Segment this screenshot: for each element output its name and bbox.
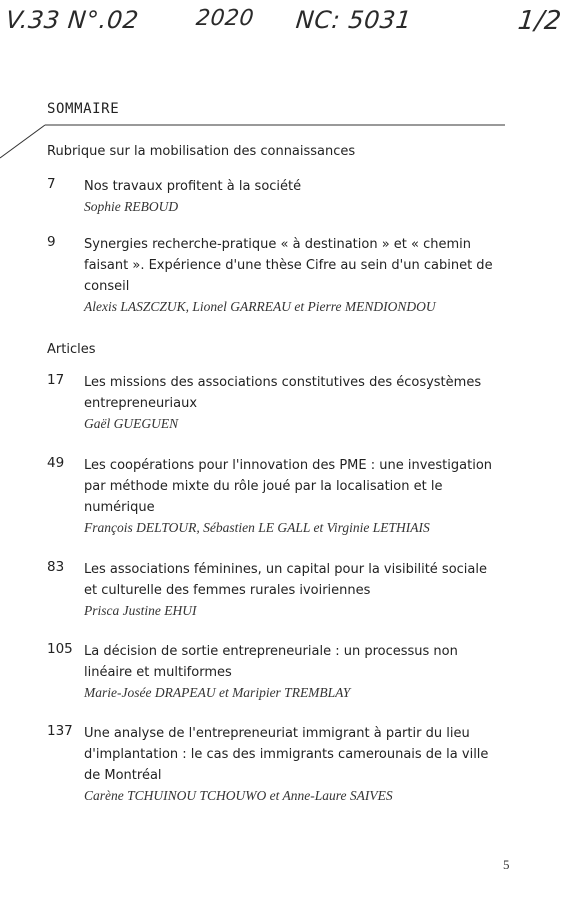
page-title: SOMMAIRE — [47, 101, 120, 117]
toc-entry[interactable] — [47, 455, 497, 538]
section-label-articles: Articles — [47, 342, 96, 357]
toc-entry[interactable] — [47, 723, 497, 806]
toc-entry[interactable] — [47, 234, 497, 317]
entry-authors: Sophie REBOUD — [84, 199, 179, 214]
entry-title: Les associations féminines, un capital pour la visibilité sociale et culturelle des femmes rurales ivoiriennes — [84, 562, 487, 598]
handwritten-volume: V.33 N°.02 — [4, 6, 141, 34]
title-rule — [0, 118, 510, 168]
entry-page-number: 83 — [47, 559, 65, 575]
entry-authors: François DELTOUR, Sébastien LE GALL et Virginie LETHIAIS — [84, 520, 430, 535]
handwritten-part: 1/2 — [516, 6, 563, 36]
entry-title: Les coopérations pour l'innovation des PME : une investigation par méthode mixte du rôle joué par la localisation et le numérique — [84, 458, 493, 515]
toc-entry[interactable] — [47, 372, 497, 434]
entry-authors: Alexis LASZCZUK, Lionel GARREAU et Pierre MENDIONDOU — [84, 299, 436, 314]
entry-page-number: 7 — [47, 176, 56, 192]
entry-authors: Prisca Justine EHUI — [84, 603, 197, 618]
page-number: 5 — [503, 857, 510, 872]
entry-title: Les missions des associations constitutives des écosystèmes entrepreneuriaux — [84, 375, 482, 411]
entry-page-number: 137 — [47, 723, 73, 739]
entry-title: La décision de sortie entrepreneuriale : un processus non linéaire et multiformes — [84, 644, 458, 680]
entry-title: Synergies recherche-pratique « à destination » et « chemin faisant ». Expérience d'une thèse Cifre au sein d'un cabinet de conseil — [84, 237, 493, 294]
entry-authors: Marie-Josée DRAPEAU et Maripier TREMBLAY — [84, 685, 351, 700]
handwritten-nc: NC: 5031 — [294, 6, 413, 34]
toc-entry[interactable] — [47, 559, 497, 621]
entry-authors: Gaël GUEGUEN — [84, 416, 179, 431]
entry-authors: Carène TCHUINOU TCHOUWO et Anne-Laure SAIVES — [84, 788, 393, 803]
entry-page-number: 105 — [47, 641, 73, 657]
entry-title: Nos travaux profitent à la société — [84, 179, 302, 194]
toc-entry[interactable] — [47, 641, 497, 703]
entry-page-number: 49 — [47, 455, 65, 471]
section-label-knowledge: Rubrique sur la mobilisation des connaissances — [47, 144, 356, 159]
toc-entry[interactable] — [47, 176, 497, 217]
entry-title: Une analyse de l'entrepreneuriat immigrant à partir du lieu d'implantation : le cas des immigrants camerounais de la ville de Montréal — [84, 726, 489, 783]
entry-page-number: 9 — [47, 234, 56, 250]
handwritten-year: 2020 — [194, 6, 256, 31]
entry-page-number: 17 — [47, 372, 65, 388]
